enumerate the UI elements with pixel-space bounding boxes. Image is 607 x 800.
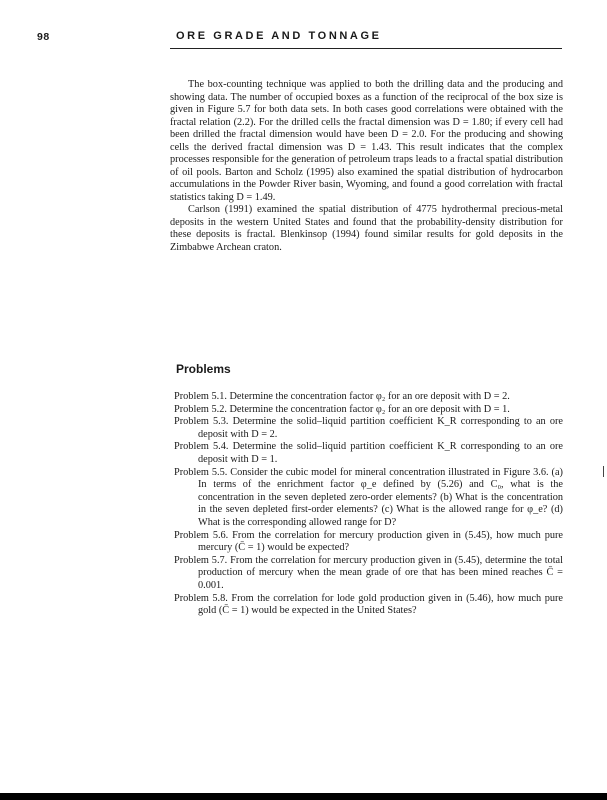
paragraph: Carlson (1991) examined the spatial distribution of 4775 hydrothermal precious-metal deposits in the western United States and found that the probability-density distribution for these deposits is fractal. Blenkinsop (1994) found similar results for gold deposits in the Zimbabwe Archean craton.: [170, 204, 563, 253]
problem-item: Problem 5.1. Determine the concentration factor φ₂ for an ore deposit with D = 2.: [174, 391, 510, 402]
problem-item: Problem 5.8. From the correlation for lode gold production given in (5.46), how much pure gold (C̄ = 1) would be expected in the United States?: [174, 592, 563, 617]
page-number: 98: [37, 31, 50, 43]
body-text: [170, 79, 563, 254]
margin-mark: [603, 466, 604, 477]
problem-item: Problem 5.4. Determine the solid–liquid partition coefficient K_R corresponding to an ore deposit with D = 1.: [174, 441, 563, 465]
scan-edge-bar: [0, 793, 607, 800]
problem-item: Problem 5.6. From the correlation for mercury production given in (5.45), how much pure mercury (C̄ = 1) would be expected?: [174, 529, 563, 554]
paragraph: The box-counting technique was applied to both the drilling data and the producing and showing data. The number of occupied boxes as a function of the reciprocal of the box size is given in Figure 5.7 for both data sets. In both cases good correlations were obtained with the fractal relation (2.2). For the drilled cells the fractal dimension was D = 1.80; if every cell had been drilled the fractal dimension would have been D = 2.0. For the producing and showing cells the derived fractal dimension was D = 1.43. This result indicates that the complex processes responsible for the generation of petroleum traps leads to a fractal spatial distribution of oil pools. Barton and Scholz (1995) also examined the spatial distribution of hydrocarbon accumulations in the Powder River basin, Wyoming, and found a good correlation with fractal statistics taking D = 1.49.: [170, 79, 563, 203]
problem-item: Problem 5.2. Determine the concentration factor φ₂ for an ore deposit with D = 1.: [174, 403, 510, 415]
header-rule: [170, 48, 562, 49]
running-head: ORE GRADE AND TONNAGE: [176, 30, 382, 42]
problems-list: [174, 391, 563, 618]
problem-item: Problem 5.5. Consider the cubic model for mineral concentration illustrated in Figure 3.6. (a) In terms of the enrichment factor φ_e defined by (5.26) and C₀, what is the concentration in the seven depleted zero-order elements? (b) What is the concentration in the seven depleted first-order elements? (c) What is the allowed range for φ_e? (d) What is the corresponding allowed range for D?: [174, 466, 563, 528]
problem-item: Problem 5.3. Determine the solid–liquid partition coefficient K_R corresponding to an ore deposit with D = 2.: [174, 416, 563, 440]
problem-item: Problem 5.7. From the correlation for mercury production given in (5.45), determine the total production of mercury when the mean grade of ore that has been mined reaches C̄ = 0.001.: [174, 554, 563, 591]
section-heading: Problems: [176, 362, 231, 376]
